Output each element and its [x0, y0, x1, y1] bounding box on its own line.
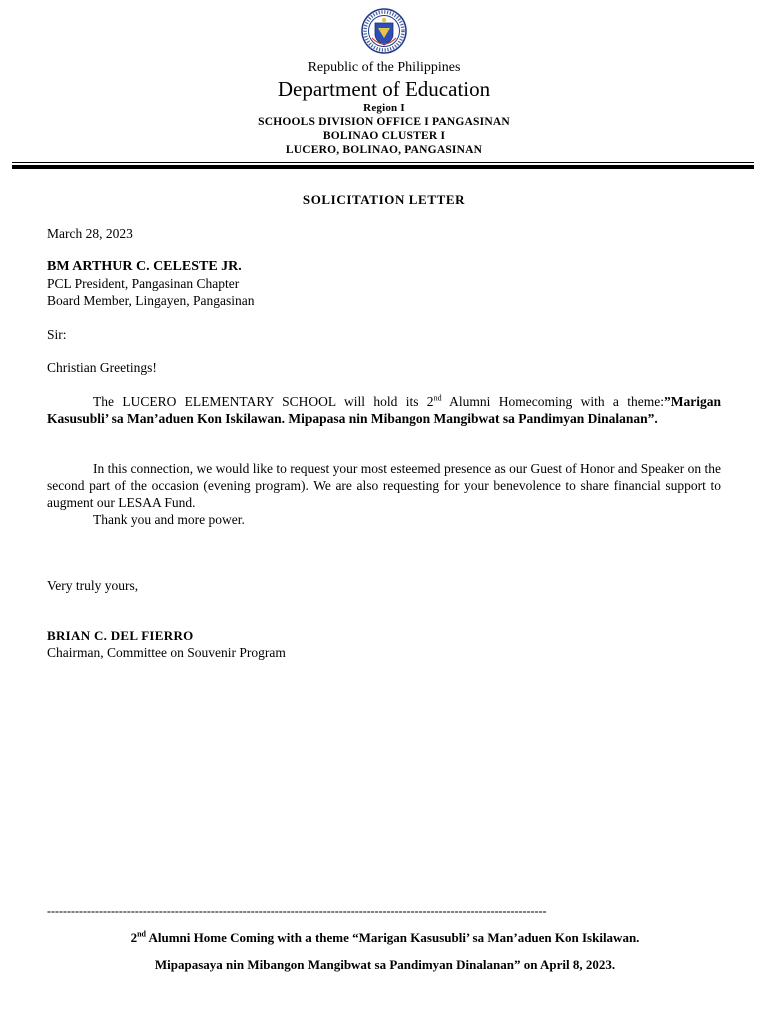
- salutation: Sir:: [47, 327, 67, 342]
- header-divider-thick: [12, 165, 754, 169]
- letter-date: March 28, 2023: [47, 226, 133, 241]
- footer-line-2: Mipapasaya nin Mibangon Mangibwat sa Pandimyan Dinalanan” on April 8, 2023.: [154, 957, 616, 972]
- address-text: LUCERO, BOLINAO, PANGASINAN: [285, 144, 483, 156]
- deped-seal-logo: [361, 8, 407, 54]
- paragraph-event-text-after: Alumni Homecoming with a theme:: [441, 394, 664, 409]
- footer-ordinal-suffix: nd: [137, 929, 146, 939]
- header-divider-thin: [12, 162, 754, 163]
- division-text: SCHOOLS DIVISION OFFICE I PANGASINAN: [258, 116, 510, 128]
- paragraph-thanks: Thank you and more power.: [93, 512, 245, 527]
- recipient-office: Board Member, Lingayen, Pangasinan: [47, 293, 255, 308]
- cluster-text: BOLINAO CLUSTER I: [322, 130, 446, 142]
- recipient-name: BM ARTHUR C. CELESTE JR.: [47, 259, 242, 274]
- signatory-name: BRIAN C. DEL FIERRO: [47, 628, 194, 643]
- department-name: Department of Education: [277, 77, 491, 101]
- footer-dashed-separator: -----------------------------------------------------------------------------------------------------------------------------: [47, 904, 547, 918]
- region-text: Region I: [363, 102, 405, 114]
- footer-line-1: [40, 930, 730, 946]
- signatory-title: Chairman, Committee on Souvenir Program: [47, 645, 286, 660]
- greeting: Christian Greetings!: [47, 360, 157, 375]
- paragraph-request: In this connection, we would like to request your most esteemed presence as our Guest of Honor and Speaker on the second part of the occasion (evening program). We are also requesting for your benevolence to share financial support to augment our LESAA Fund.: [47, 461, 721, 510]
- closing: Very truly yours,: [47, 578, 139, 593]
- letter-title: SOLICITATION LETTER: [302, 192, 466, 207]
- republic-text: Republic of the Philippines: [307, 60, 461, 75]
- event-theme: ”Marigan Kasusubli’ sa Man’aduen Kon Iskilawan. Mipapasa nin Mibangon Mangibwat sa Pandimyan Dinalanan”.: [47, 394, 721, 426]
- recipient-position: PCL President, Pangasinan Chapter: [47, 276, 240, 291]
- paragraph-event: [47, 393, 721, 427]
- footer-line-1-text: Alumni Home Coming with a theme “Marigan Kasusubli’ sa Man’aduen Kon Iskilawan.: [145, 930, 640, 945]
- paragraph-event-text-before: The LUCERO ELEMENTARY SCHOOL will hold its 2: [93, 394, 434, 409]
- footer-ordinal: 2: [130, 930, 138, 945]
- ordinal-suffix: nd: [433, 393, 442, 403]
